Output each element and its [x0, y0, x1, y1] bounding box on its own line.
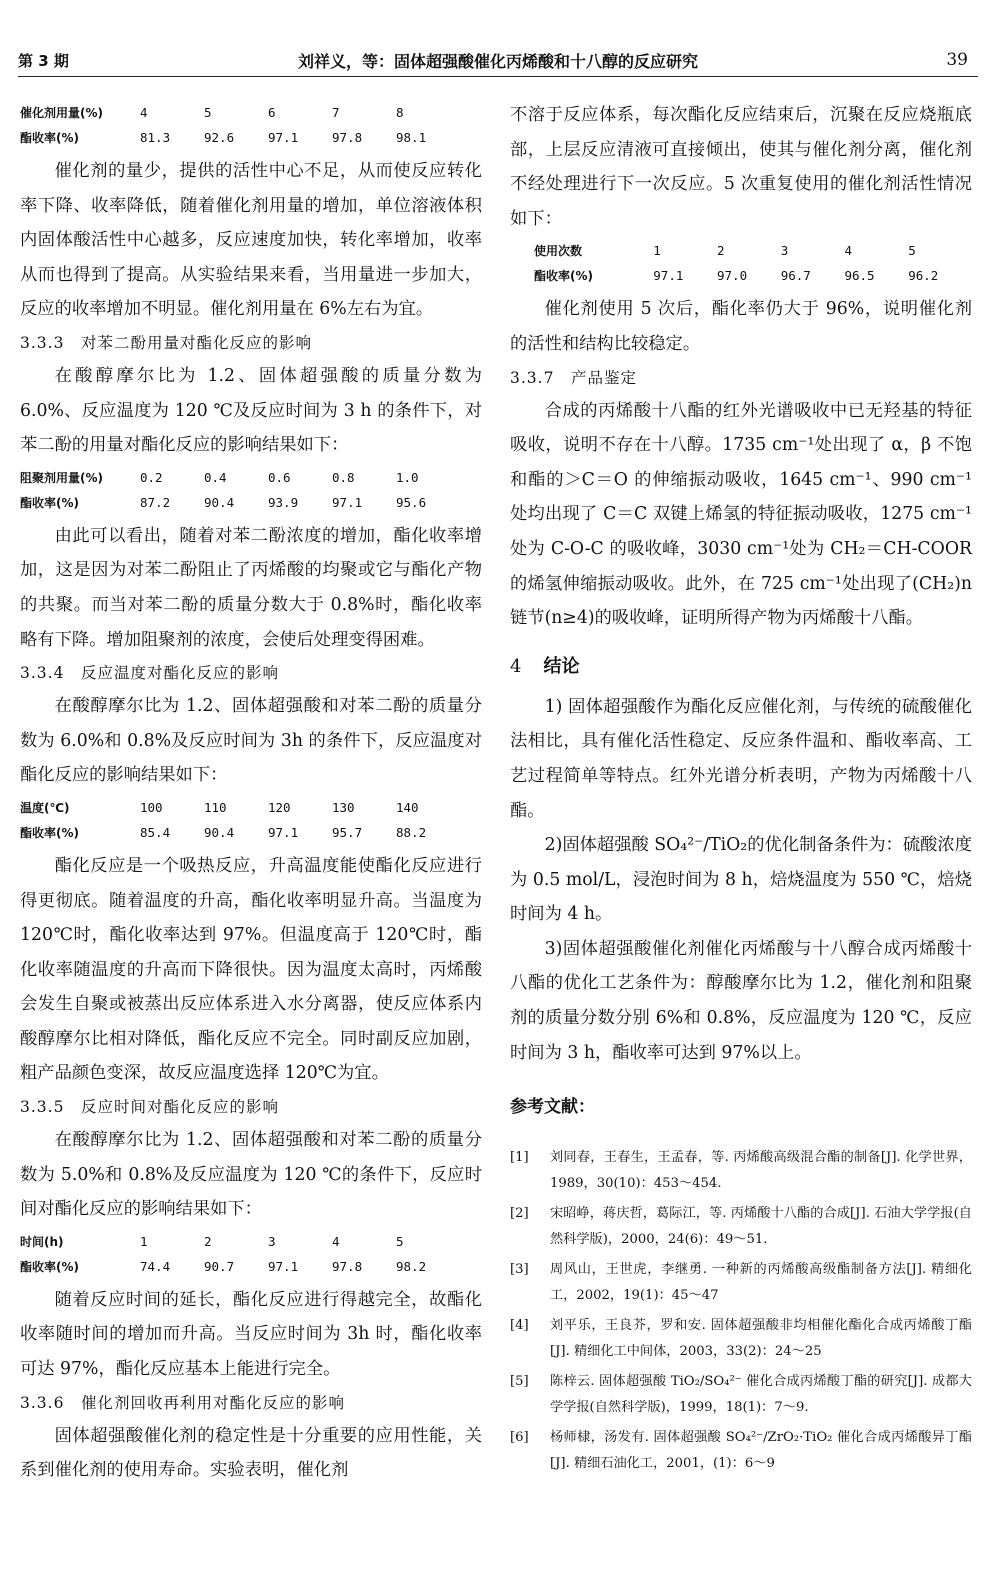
row-label: 时间(h): [20, 1234, 64, 1249]
reference-number: [6]: [510, 1430, 529, 1446]
row-label: 催化剂用量(%): [20, 106, 103, 120]
reference-number: [2]: [510, 1206, 529, 1222]
paragraph: 不溶于反应体系，每次酯化反应结束后，沉聚在反应烧瓶底部，上层反应清液可直接倾出，使其与催化剂分离，催化剂不经处理进行下一次反应。5 次重复使用的催化剂活性情况如下：: [510, 105, 972, 229]
row-label: 酯收率(%): [20, 825, 79, 840]
section-heading-3-3-5: 3.3.5 反应时间对酯化反应的影响: [20, 1098, 279, 1117]
table-cell: 97.8: [332, 130, 363, 145]
reference-number: [1]: [510, 1150, 529, 1166]
row-label: 温度(℃): [20, 800, 70, 815]
table-cell: 110: [204, 799, 227, 815]
table-cell: 0.6: [268, 469, 291, 485]
conclusion-3: 3)固体超强酸催化剂催化丙烯酸与十八醇合成丙烯酸十八酯的优化工艺条件为：醇酸摩尔比为 1.2，催化剂和阻聚剂的质量分数分别 6%和 0.8%，反应温度为 120 ℃，反应时间为 3 h，酯收率可达到 97%以上。: [510, 938, 972, 1063]
reference-text: 周风山，王世虎，李继勇. 一种新的丙烯酸高级酯制备方法[J]. 精细化工，2002，19(1)：45～47: [550, 1262, 972, 1304]
reference-number: [4]: [510, 1318, 529, 1334]
table-cell: 97.8: [332, 1258, 363, 1274]
reference-item: [510, 1425, 972, 1477]
table-row: [20, 1229, 460, 1254]
row-label: 酯收率(%): [20, 495, 79, 510]
section-heading-4: [510, 650, 972, 684]
table-cell: 98.2: [396, 1258, 427, 1274]
table-cell: 2: [204, 1233, 212, 1249]
table-cell: 97.1: [268, 130, 299, 145]
paragraph: 在酸醇摩尔比为 1.2、固体超强酸和对苯二酚的质量分数为 6.0%和 0.8%及反应时间为 3h 的条件下，反应温度对酯化反应的影响结果如下：: [20, 696, 482, 786]
table-cell: 90.4: [204, 494, 235, 510]
table-cell: 3: [268, 1233, 276, 1249]
conclusion-1: 1) 固体超强酸作为酯化反应催化剂，与传统的硫酸催化法相比，具有催化活性稳定、反应条件温和、酯收率高、工艺过程简单等特点。红外光谱分析表明，产物为丙烯酸十八酯。: [510, 696, 972, 821]
reaction-time-table: [20, 1229, 460, 1279]
table-cell: 0.8: [332, 469, 355, 485]
paragraph: 由此可以看出，随着对苯二酚浓度的增加，酯化收率增加，这是因为对苯二酚阻止了丙烯酸的均聚或它与酯化产物的共聚。而当对苯二酚的质量分数大于 0.8%时，酯化收率略有下降。增加阻聚剂的浓度，会使后处理变得困难。: [20, 525, 482, 650]
table-cell: 92.6: [204, 130, 235, 145]
table-cell: 90.7: [204, 1258, 235, 1274]
table-row: [534, 238, 972, 263]
reference-item: [510, 1313, 972, 1365]
table-cell: 1: [140, 1233, 148, 1249]
paragraph: 合成的丙烯酸十八酯的红外光谱吸收中已无羟基的特征吸收，说明不存在十八醇。1735 cm⁻¹处出现了 α，β 不饱和酯的＞C＝O 的伸缩振动吸收，1645 cm⁻¹、990 cm⁻¹处均出现了 C＝C 双键上烯氢的特征振动吸收，1275 cm⁻¹ 处为 C-O-C 的吸收峰，3030 cm⁻¹处为 CH₂＝CH-COOR 的烯氢伸缩振动吸收。此外，在 725 cm⁻¹处出现了(CH₂)n 链节(n≥4)的吸收峰，证明所得产物为丙烯酸十八酯。: [510, 400, 972, 629]
section-heading-3-3-3: 3.3.3 对苯二酚用量对酯化反应的影响: [20, 333, 312, 352]
table-cell: 87.2: [140, 494, 171, 510]
references-heading: 参考文献：: [510, 1097, 595, 1118]
catalyst-reuse-table: [534, 238, 972, 288]
table-cell: 4: [332, 1233, 340, 1249]
reference-text: 杨师棣，汤发有. 固体超强酸 SO₄²⁻/ZrO₂·TiO₂ 催化合成丙烯酸异丁酯[J]. 精细石油化工，2001，(1)：6～9: [550, 1430, 972, 1472]
paragraph: 在酸醇摩尔比为 1.2、固体超强酸和对苯二酚的质量分数为 5.0%和 0.8%及反应温度为 120 ℃的条件下，反应时间对酯化反应的影响结果如下：: [20, 1130, 482, 1220]
table-cell: 0.2: [140, 469, 163, 485]
table-cell: 74.4: [140, 1258, 171, 1274]
table-cell: 7: [332, 105, 340, 120]
paragraph: 在酸醇摩尔比为 1.2、固体超强酸的质量分数为 6.0%、反应温度为 120 ℃及反应时间为 3 h 的条件下，对苯二酚的用量对酯化反应的影响结果如下：: [20, 365, 482, 456]
paragraph: 随着反应时间的延长，酯化反应进行得越完全，故酯化收率随时间的增加而升高。当反应时间为 3h 时，酯化收率可达 97%，酯化反应基本上能进行完全。: [20, 1289, 482, 1380]
reference-number: [3]: [510, 1262, 529, 1278]
section-heading-3-3-4: 3.3.4 反应温度对酯化反应的影响: [20, 664, 279, 683]
table-cell: 95.7: [332, 824, 363, 840]
table-cell: 4: [844, 243, 852, 259]
page-number: 39: [946, 50, 968, 70]
table-cell: 96.5: [844, 268, 875, 284]
table-cell: 1.0: [396, 469, 419, 485]
paragraph: 催化剂的量少，提供的活性中心不足，从而使反应转化率下降、收率降低，随着催化剂用量的增加，单位溶液体积内固体酸活性中心越多，反应速度加快，转化率增加，收率从而也得到了提高。从实验结果来看，当用量进一步加大，反应的收率增加不明显。催化剂用量在 6%左右为宜。: [20, 161, 482, 320]
issue-number: 第 3 期: [18, 52, 69, 70]
table-row: [534, 263, 972, 288]
table-cell: 5: [908, 243, 916, 259]
references-list: [510, 1145, 972, 1477]
catalyst-amount-table: [20, 100, 460, 150]
section-heading-3-3-7: 3.3.7 产品鉴定: [510, 368, 637, 387]
section-heading-3-3-6: 3.3.6 催化剂回收再利用对酯化反应的影响: [20, 1393, 345, 1412]
table-cell: 8: [396, 105, 404, 120]
table-row: [20, 820, 460, 845]
table-row: [20, 100, 460, 125]
paragraph: 催化剂使用 5 次后，酯化率仍大于 96%，说明催化剂的活性和结构比较稳定。: [510, 299, 972, 354]
left-column: [20, 98, 482, 1488]
table-row: [20, 1254, 460, 1279]
table-cell: 140: [396, 799, 419, 815]
reference-text: 刘同春，王春生，王孟春，等. 丙烯酸高级混合酯的制备[J]. 化学世界，1989，30(10)：453～454.: [550, 1150, 972, 1192]
table-row: [20, 465, 460, 490]
row-label: 酯收率(%): [20, 1259, 79, 1274]
table-cell: 93.9: [268, 494, 299, 510]
table-cell: 88.2: [396, 824, 427, 840]
table-cell: 2: [717, 243, 725, 259]
table-cell: 4: [140, 105, 148, 120]
row-label: 酯收率(%): [20, 131, 79, 145]
table-cell: 6: [268, 105, 276, 120]
table-cell: 97.1: [332, 494, 363, 510]
table-cell: 1: [653, 243, 661, 259]
row-label: 酯收率(%): [534, 269, 593, 284]
temperature-table: [20, 795, 460, 845]
running-header: [18, 42, 978, 77]
paragraph: 酯化反应是一个吸热反应，升高温度能使酯化反应进行得更彻底。随着温度的升高，酯化收率明显升高。当温度为 120℃时，酯化收率达到 97%。但温度高于 120℃时，酯化收率随温度的升高而下降很快。因为温度太高时，丙烯酸会发生自聚或被蒸出反应体系进入水分离器，使反应体系内酸醇摩尔比相对降低，酯化反应不完全。同时副反应加剧，粗产品颜色变深，故反应温度选择 120℃为宜。: [20, 855, 482, 1084]
reference-item: [510, 1145, 972, 1197]
paragraph: 固体超强酸催化剂的稳定性是十分重要的应用性能，关系到催化剂的使用寿命。实验表明，催化剂: [20, 1425, 482, 1481]
running-title: 刘祥义，等：固体超强酸催化丙烯酸和十八醇的反应研究: [297, 52, 698, 71]
reference-text: 陈梓云. 固体超强酸 TiO₂/SO₄²⁻ 催化合成丙烯酸丁酯的研究[J]. 成都大学学报(自然科学版)，1999，18(1)：7～9.: [550, 1374, 972, 1416]
reference-text: 宋昭峥，蒋庆哲，葛际江，等. 丙烯酸十八酯的合成[J]. 石油大学学报(自然科学版)，2000，24(6)：49～51.: [550, 1206, 972, 1248]
table-cell: 100: [140, 799, 163, 815]
table-cell: 5: [396, 1233, 404, 1249]
table-row: [20, 795, 460, 820]
reference-item: [510, 1201, 972, 1253]
conclusion-2: 2)固体超强酸 SO₄²⁻/TiO₂的优化制备条件为：硫酸浓度为 0.5 mol/L，浸泡时间为 8 h，焙烧温度为 550 ℃，焙烧时间为 4 h。: [510, 835, 972, 925]
table-cell: 3: [780, 243, 789, 259]
right-column: [510, 98, 972, 1481]
reference-item: [510, 1369, 972, 1421]
table-cell: 85.4: [140, 824, 171, 840]
reference-text: 刘平乐，王良芥，罗和安. 固体超强酸非均相催化酯化合成丙烯酸丁酯[J]. 精细化工中间体，2003，33(2)：24～25: [550, 1318, 972, 1360]
reference-number: [5]: [510, 1374, 529, 1390]
reference-item: [510, 1257, 972, 1309]
table-cell: 90.4: [204, 824, 235, 840]
table-cell: 5: [204, 105, 212, 120]
table-cell: 97.0: [717, 268, 748, 284]
table-cell: 96.7: [780, 268, 811, 284]
table-cell: 0.4: [204, 469, 227, 485]
table-row: [20, 490, 460, 515]
table-cell: 95.6: [396, 494, 427, 510]
table-cell: 98.1: [396, 130, 427, 145]
section-number: 4: [510, 655, 522, 677]
table-cell: 130: [332, 799, 355, 815]
row-label: 使用次数: [534, 244, 583, 259]
table-cell: 97.1: [268, 824, 299, 840]
table-row: [20, 125, 460, 150]
section-title: 结论: [543, 655, 580, 677]
table-cell: 81.3: [140, 130, 171, 145]
table-cell: 96.2: [908, 268, 939, 284]
table-cell: 97.1: [653, 268, 684, 284]
inhibitor-amount-table: [20, 465, 460, 515]
row-label: 阻聚剂用量(%): [20, 470, 103, 485]
table-cell: 97.1: [268, 1258, 299, 1274]
table-cell: 120: [268, 799, 291, 815]
